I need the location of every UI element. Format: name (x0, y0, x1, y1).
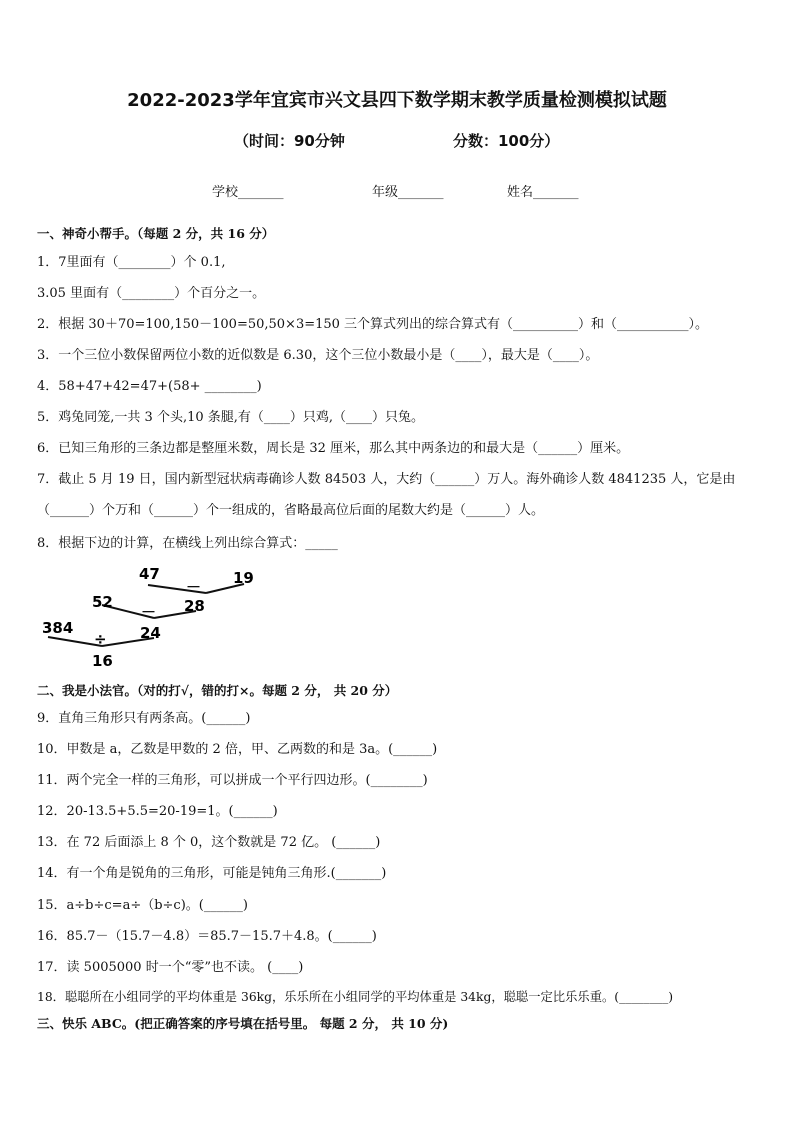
exam-score: 分数：100分） (453, 132, 560, 150)
question-13: 13．在 72 后面添上 8 个 0，这个数就是 72 亿。 (______) (37, 835, 381, 850)
number-384: 384 (42, 619, 74, 637)
question-1a: 1．7里面有（________）个 0.1, (37, 255, 226, 270)
question-6: 6．已知三角形的三条边都是整厘米数，周长是 32 厘米，那么其中两条边的和最大是（______）厘米。 (37, 441, 630, 456)
question-1b: 3.05 里面有（________）个百分之一。 (37, 286, 266, 301)
number-16: 16 (92, 652, 113, 670)
exam-time: （时间：90分钟 (234, 132, 345, 150)
question-9: 9．直角三角形只有两条高。(______) (37, 711, 251, 726)
name-field: 姓名_______ (507, 185, 579, 200)
section-3-heading: 三、快乐 ABC。(把正确答案的序号填在括号里。 每题 2 分， 共 10 分) (37, 1016, 449, 1031)
question-11: 11．两个完全一样的三角形，可以拼成一个平行四边形。(________) (37, 773, 428, 788)
number-24: 24 (140, 624, 161, 642)
page-title: 2022-2023学年宜宾市兴文县四下数学期末教学质量检测模拟试题 (127, 90, 667, 111)
question-18: 18．聪聪所在小组同学的平均体重是 36kg，乐乐所在小组同学的平均体重是 34kg，聪聪一定比乐乐重。(________) (37, 990, 674, 1004)
question-16: 16．85.7－（15.7－4.8）＝85.7－15.7＋4.8。(______) (37, 929, 377, 944)
question-4: 4．58+47+42=47+(58+ ________) (37, 379, 262, 394)
question-7a: 7．截止 5 月 19 日，国内新型冠状病毒确诊人数 84503 人，大约（______）万人。海外确诊人数 4841235 人，它是由 (37, 472, 736, 487)
question-12: 12．20-13.5+5.5=20-19=1。(______) (37, 804, 278, 819)
grade-field: 年级_______ (372, 185, 444, 200)
question-17: 17．读 5005000 时一个“零”也不读。 (____) (37, 960, 304, 975)
school-field: 学校_______ (212, 185, 284, 200)
number-19: 19 (233, 569, 254, 587)
question-7b: （______）个万和（______）个一组成的，省略最高位后面的尾数大约是（______）人。 (37, 503, 545, 518)
divide-operator: ÷ (94, 630, 107, 648)
question-10: 10．甲数是 a，乙数是甲数的 2 倍，甲、乙两数的和是 3a。(______) (37, 742, 438, 757)
minus-operator-2: － (141, 603, 157, 621)
question-15: 15．a÷b÷c=a÷（b÷c)。(______) (37, 898, 248, 913)
number-47: 47 (139, 565, 160, 583)
section-2-heading: 二、我是小法官。（对的打√，错的打×。每题 2 分， 共 20 分） (37, 683, 398, 698)
minus-operator-1: － (186, 578, 202, 596)
calculation-diagram (36, 560, 266, 672)
question-8: 8．根据下边的计算，在横线上列出综合算式：_____ (37, 536, 338, 551)
number-52: 52 (92, 593, 113, 611)
question-14: 14．有一个角是锐角的三角形，可能是钝角三角形.(_______) (37, 866, 387, 881)
section-1-heading: 一、神奇小帮手。（每题 2 分，共 16 分） (37, 226, 275, 241)
question-5: 5．鸡兔同笼,一共 3 个头,10 条腿,有（____）只鸡,（____）只兔。 (37, 410, 425, 425)
number-28: 28 (184, 597, 205, 615)
question-3: 3．一个三位小数保留两位小数的近似数是 6.30，这个三位小数最小是（____），最大是（____）。 (37, 348, 599, 363)
question-2: 2．根据 30＋70=100,150－100=50,50×3=150 三个算式列出的综合算式有（__________）和（___________）。 (37, 317, 709, 332)
